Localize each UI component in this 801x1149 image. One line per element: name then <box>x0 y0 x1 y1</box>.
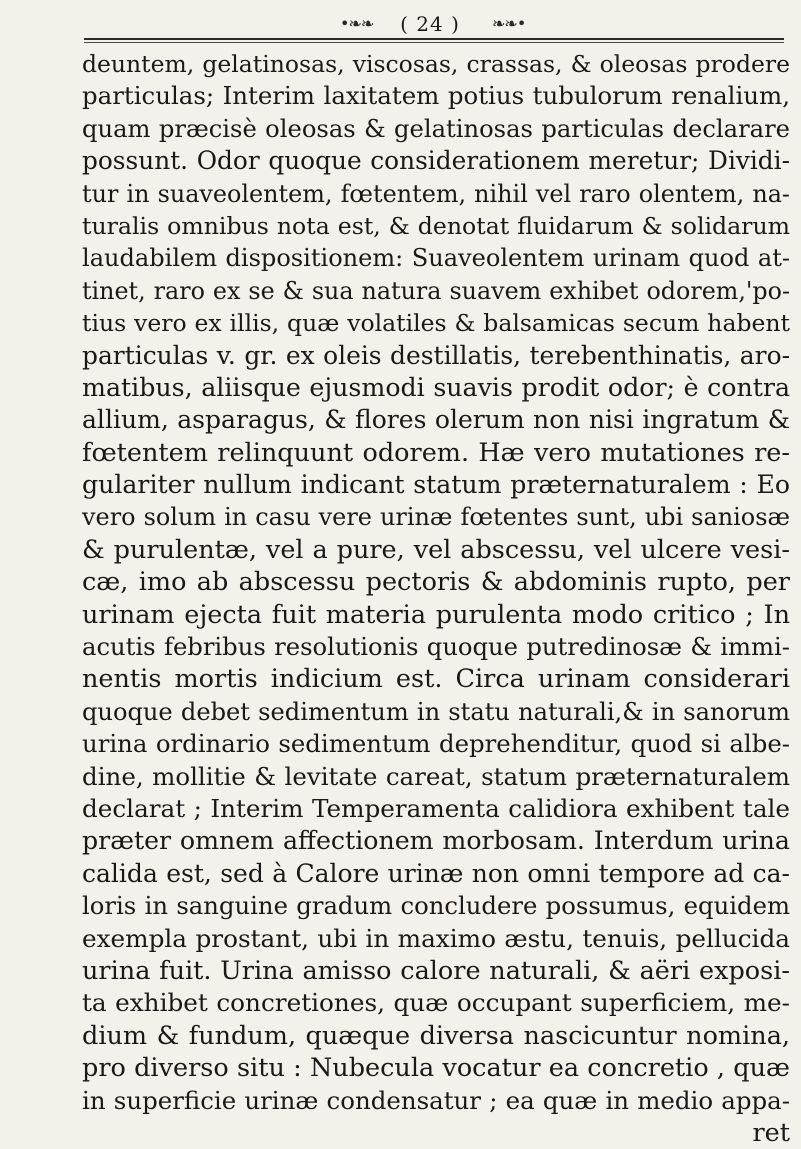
text-line: particulas v. gr. ex oleis destillatis, terebenthinatis, aro- <box>82 340 790 370</box>
text-line: urinam ejecta fuit materia purulenta modo critico ; In <box>82 599 790 630</box>
text-line: acutis febribus resolutionis quoque putredinosæ & immi- <box>82 632 790 662</box>
text-line: matibus, aliisque ejusmodi suavis prodit odor; è contra <box>82 372 790 402</box>
text-line: particulas; Interim laxitatem potius tubulorum renalium, <box>82 81 790 111</box>
text-line: turalis omnibus nota est, & denotat fluidarum & solidarum <box>82 211 790 240</box>
text-line: quam præcisè oleosas & gelatinosas particulas declarare <box>82 114 790 143</box>
text-line: dium & fundum, quæque diversa nascicuntur nomina, <box>82 1020 790 1051</box>
page-header <box>0 6 801 42</box>
text-line: nentis mortis indicium est. Circa urinam considerari <box>82 664 790 695</box>
text-line: declarat ; Interim Temperamenta calidiora exhibent tale <box>82 793 790 823</box>
text-line: gulariter nullum indicant statum præternaturalem : Eo <box>82 470 790 500</box>
body-text <box>82 48 790 1149</box>
header-ornament-left: •❧❧ <box>340 14 374 33</box>
text-line: tinet, raro ex se & sua natura suavem exhibet odorem,'po- <box>82 276 790 305</box>
text-line: vero solum in casu vere urinæ fœtentes sunt, ubi saniosæ <box>82 503 790 532</box>
text-line: ret <box>752 1117 790 1148</box>
text-line: calida est, sed à Calore urinæ non omni tempore ad ca- <box>82 858 790 888</box>
text-line: dine, mollitie & levitate careat, statum præternaturalem <box>82 761 790 791</box>
text-line: urina fuit. Urina amisso calore naturali, & aëri exposi- <box>82 955 790 986</box>
text-line: tius vero ex illis, quæ volatiles & balsamicas secum habent <box>82 309 790 338</box>
text-line: fœtentem relinquunt odorem. Hæ vero mutationes re- <box>82 437 790 468</box>
text-line: & purulentæ, vel a pure, vel abscessu, vel ulcere vesi- <box>82 534 790 565</box>
header-ornament-right: ❧❧• <box>492 14 526 33</box>
text-line: deuntem, gelatinosas, viscosas, crassas, & oleosas prodere <box>82 50 790 78</box>
text-line: urina ordinario sedimentum deprehenditur, quod si albe- <box>82 729 790 759</box>
text-line: quoque debet sedimentum in statu naturali,& in sanorum <box>82 697 790 726</box>
header-rule-thin <box>84 42 784 43</box>
header-rule <box>84 38 784 40</box>
text-line: ta exhibet concretiones, quæ occupant superficiem, me- <box>82 988 790 1018</box>
text-line: tur in suaveolentem, fœtentem, nihil vel raro olentem, na- <box>82 179 790 208</box>
text-line: possunt. Odor quoque considerationem meretur; Dividi- <box>82 146 790 176</box>
text-line: præter omnem affectionem morbosam. Interdum urina <box>82 826 790 856</box>
text-line: exempla prostant, ubi in maximo æstu, tenuis, pellucida <box>82 923 790 953</box>
text-line: loris in sanguine gradum concludere possumus, equidem <box>82 891 790 921</box>
text-line: in superficie urinæ condensatur ; ea quæ in medio appa- <box>82 1085 790 1115</box>
page-number: ( 24 ) <box>400 12 460 36</box>
text-line: allium, asparagus, & flores olerum non nisi ingratum & <box>82 405 790 435</box>
text-line: laudabilem dispositionem: Suaveolentem urinam quod at- <box>82 244 790 273</box>
text-line: pro diverso situ : Nubecula vocatur ea concretio , quæ <box>82 1053 790 1084</box>
text-line: cæ, imo ab abscessu pectoris & abdominis rupto, per <box>82 567 790 598</box>
